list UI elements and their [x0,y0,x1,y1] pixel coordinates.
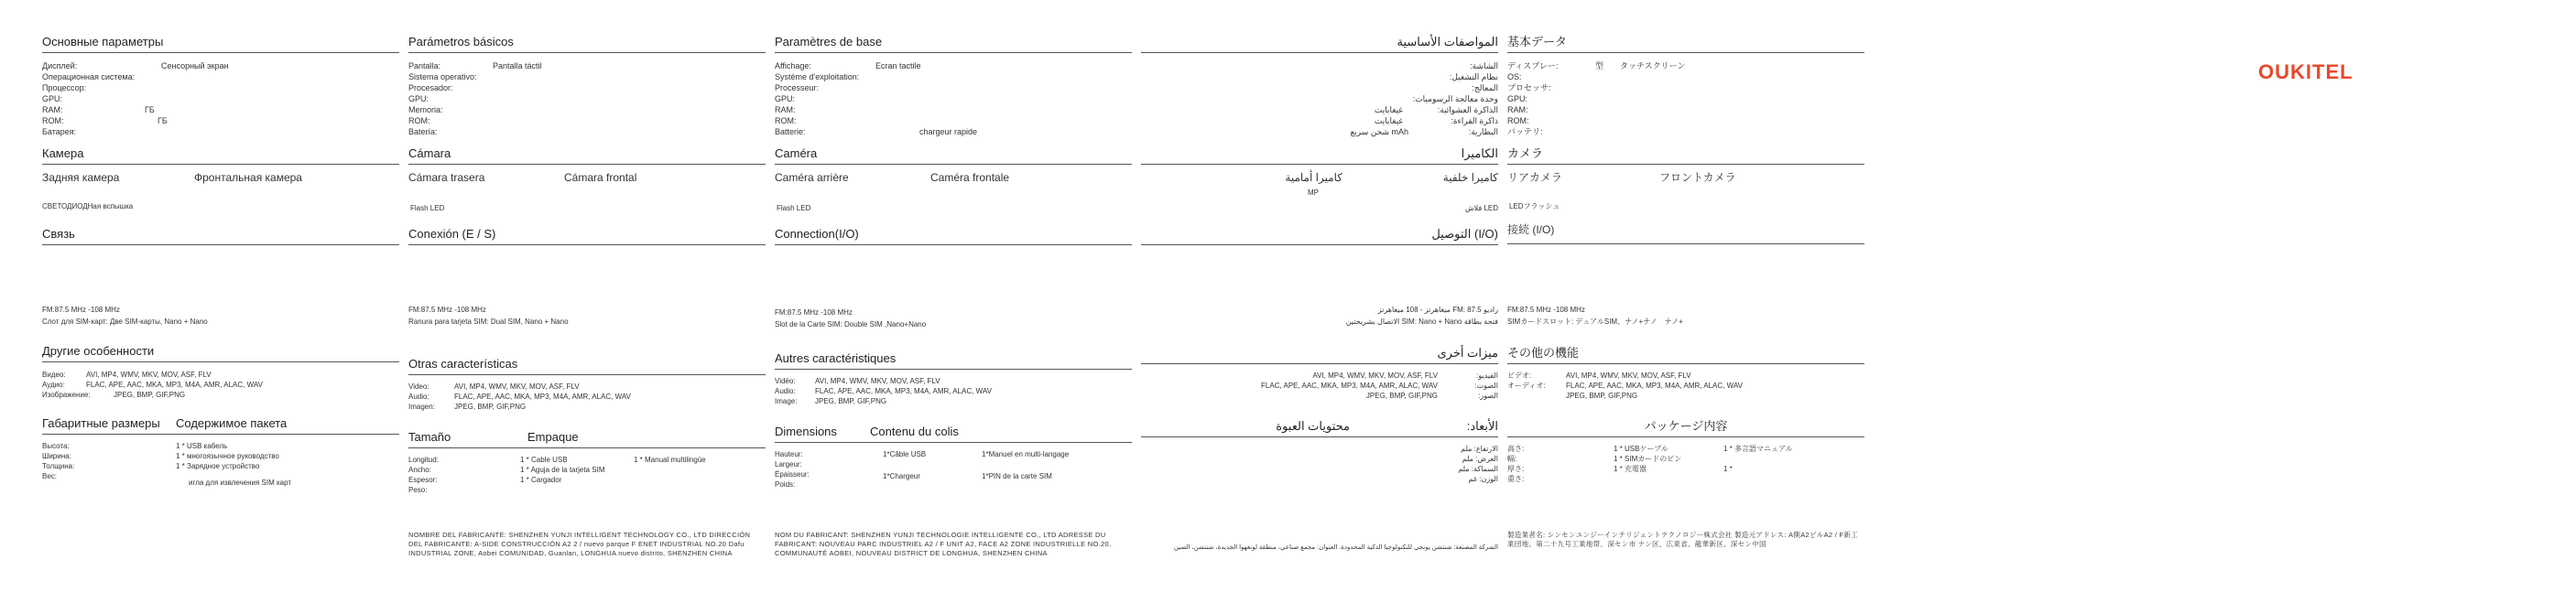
audio-label: Аудио: [42,381,65,389]
spec-label: RAM: [775,105,796,114]
spec-label: GPU: [1507,94,1528,103]
image-label: Image: [775,397,798,405]
sim-slot: Ranura para tarjeta SIM: Dual SIM, Nano + Nano [408,318,569,326]
section-title-basic: Parámetros básicos [408,35,766,53]
column-japanese [1507,31,1864,589]
spec-label: ROM: [775,116,797,125]
front-camera-label: كاميرا أمامية [1285,171,1342,184]
spec-label: المعالج: [1472,83,1498,92]
section-title-dims-package [42,416,399,435]
spec-label: Système d'exploitation: [775,72,860,81]
section-title-connection: 接続 (I/O) [1507,223,1555,236]
section-title-other: ميزات أخرى [1141,346,1498,364]
sim-slot: SIMカードスロット: デュアルSIM、ナノ+ナノ ナノ+ [1507,318,1683,326]
video-formats: AVI, MP4, WMV, MKV, MOV, ASF, FLV [1312,371,1438,380]
spec-label: Affichage: [775,61,811,70]
spec-value: chargeur rapide [919,127,978,136]
dim-row: Largeur: [775,460,802,468]
spec-label: Дисплей: [42,61,78,70]
spec-label: バッテリ: [1507,127,1543,136]
spec-label: Batterie: [775,127,806,136]
spec-label: RAM: [42,105,63,114]
section-title-camera: カメラ [1507,146,1864,165]
section-title-dims-package [408,430,766,448]
manufacturer-footer: الشركة المصنعة: شنتشن يونجي للتكنولوجيا الذكية المحدودة. العنوان: مجمع صناعي، منطقة لونغهوا الجديدة، شنتشن، الصين [1173,544,1498,551]
package-item: 1*Câble USB [883,450,927,458]
flash-label: Flash LED [777,204,811,212]
manufacturer-footer: NOM DU FABRICANT: SHENZHEN YUNJI TECHNOLOGIE INTELLIGENTE CO., LTD ADRESSE DU FABRICANT: NOUVEAU PARC INDUSTRIEL A2 / F UNIT A2, FACE A2 ZONE INDUSTRIELLE NO.20, COMMUNAUTÉ AOBEI, NOUVEAU DISTRICT DE LONGHUA, SHENZHEN CHINA [775,531,1112,557]
section-title-dims-package [775,425,1132,443]
image-label: Изображение: [42,391,91,399]
spec-value: Pantalla táctil [493,61,542,70]
audio-formats: FLAC, APE, AAC, MKA, MP3, M4A, AMR, ALAC, WAV [1566,382,1743,390]
video-label: Video: [408,382,429,391]
column-french [775,31,1132,589]
section-title-connection: (I/O) التوصيل [1141,227,1498,245]
dim-row: 幅: [1507,455,1517,463]
spec-label: ディスプレー: [1507,61,1559,70]
spec-label: ROM: [408,116,430,125]
manufacturer-footer: 製造業者名: シンセンユンジーインテリジェントテクノロジー株式会社 製造元アドレス: A側A2ビルA2 / F新工業団地、第二十九号工業地帯、深セン市 ナン区、広東省、龍華新区、深セン中国 [1507,531,1858,548]
spec-value: ГБ [158,116,168,125]
spec-label: Sistema operativo: [408,72,477,81]
spec-label: البطارية: [1468,127,1498,136]
front-camera-label: フロントカメラ [1659,171,1736,184]
dim-row: Poids: [775,480,796,489]
spec-label: Операционная система: [42,72,136,81]
video-formats: AVI, MP4, WMV, MKV, MOV, ASF, FLV [815,377,940,385]
section-title-connection: Connection(I/O) [775,227,1132,245]
video-formats: AVI, MP4, WMV, MKV, MOV, ASF, FLV [454,382,580,391]
section-title-basic: 基本データ [1507,35,1864,53]
dim-row: Espesor: [408,476,438,484]
rear-camera-label: リアカメラ [1507,171,1562,184]
image-formats: JPEG, BMP, GIF,PNG [815,397,887,405]
dim-row: العرض: ملم [1462,455,1498,463]
video-label: Видео: [42,371,66,379]
spec-label: プロセッサ: [1507,83,1551,92]
package-item: 1 * USB кабель [176,442,228,450]
fm-radio: FM:87.5 MHz -108 MHz [775,308,853,317]
dim-row: Ancho: [408,466,431,474]
audio-label: Audio: [408,393,429,401]
section-title-other: Другие особенности [42,344,399,362]
column-arabic [1141,31,1498,589]
spec-label: ROM: [42,116,64,125]
dims-title: Габаритные размеры [42,416,160,430]
rear-camera-label: Caméra arrière [775,171,849,184]
dim-row: 厚さ: [1507,465,1525,473]
spec-label: ذاكرة القراءة: [1451,116,1498,125]
front-camera-label: Cámara frontal [564,171,637,184]
spec-label: Procesador: [408,83,453,92]
image-formats: JPEG, BMP, GIF,PNG [454,403,527,411]
audio-label: Audio: [775,387,796,395]
package-title: Empaque [527,430,579,444]
package-item: 1 * 充電器 [1614,465,1647,473]
brand-logo: OUKITEL [2258,60,2353,83]
audio-label: オーディオ: [1507,382,1546,390]
section-title-camera: Cámara [408,146,766,165]
dim-row: Высота: [42,442,70,450]
spec-label: Pantalla: [408,61,441,70]
dim-row: Peso: [408,486,428,494]
spec-label: GPU: [42,94,63,103]
section-title-dims-package [1141,419,1498,437]
section-title-camera: Caméra [775,146,1132,165]
rear-camera-label: كاميرا خلفية [1442,171,1498,184]
package-item: 1 * Cargador [520,476,562,484]
fm-radio: FM:87.5 MHz -108 MHz [408,306,486,314]
package-item: 1 * [1723,465,1733,473]
dim-row: Ширина: [42,452,71,460]
front-camera-label: Фронтальная камера [194,171,302,184]
dim-row: الارتفاع: ملم [1461,445,1498,453]
sim-slot: فتحة بطاقة SIM: Nano + Nano الاتصال بشريحتين [1345,318,1498,326]
spec-label: نظام التشغيل: [1449,72,1498,81]
spec-label: وحدة معالجة الرسوميات: [1412,94,1498,103]
dim-row: 重さ: [1507,475,1525,483]
package-item: 1 * SIMカードのピン [1614,455,1682,463]
dim-row: السماكة: ملم [1458,465,1498,473]
image-formats: JPEG, BMP, GIF,PNG [1365,392,1438,400]
audio-formats: FLAC, APE, AAC, MKA, MP3, M4A, AMR, ALAC, WAV [86,381,263,389]
divider [1507,243,1864,244]
section-title-basic: Paramètres de base [775,35,1132,53]
image-label: الصور: [1478,392,1498,400]
column-russian [42,31,399,589]
package-item: 1 * USBケーブル [1614,445,1668,453]
dim-row: Толщина: [42,462,75,470]
spec-value: غيغابايت [1374,105,1403,114]
section-title-basic: المواصفات الأساسية [1141,35,1498,53]
video-formats: AVI, MP4, WMV, MKV, MOV, ASF, FLV [86,371,212,379]
dims-title: الأبعاد: [1466,419,1498,433]
package-item: 1 * Manual multilingüe [634,456,706,464]
spec-value: Сенсорный экран [161,61,229,70]
sim-slot: Слот для SIM-карт: Две SIM-карты, Nano + Nano [42,318,208,326]
spec-label: ROM: [1507,116,1529,125]
package-item: игла для извлечения SIM карт [189,479,292,487]
flash-label: LED فلاش [1464,204,1498,212]
audio-label: الصوت: [1474,382,1498,390]
fm-radio: FM:87.5 MHz -108 MHz [1507,306,1585,314]
spec-label: Батарея: [42,127,77,136]
column-spanish [408,31,766,589]
section-title-connection: Conexión (E / S) [408,227,766,245]
spec-label: GPU: [775,94,796,103]
dim-row: Longitud: [408,456,439,464]
package-item: 1 * Cable USB [520,456,568,464]
spec-value: غيغابايت [1374,116,1403,125]
dim-row: الوزن: غم [1468,475,1498,483]
spec-label: الذاكرة العشوائية: [1437,105,1498,114]
package-item: 1 * многоязычное руководство [176,452,279,460]
image-label: Imagen: [408,403,435,411]
section-title-connection: Связь [42,227,399,245]
package-title: محتويات العبوة [1276,419,1350,433]
rear-camera-label: Задняя камера [42,171,120,184]
image-formats: JPEG, BMP, GIF,PNG [1566,392,1638,400]
video-label: ビデオ: [1507,371,1532,380]
rear-camera-label: Cámara trasera [408,171,485,184]
section-title-camera: Камера [42,146,399,165]
spec-label: الشاشة: [1470,61,1498,70]
dim-row: Épaisseur: [775,470,810,479]
spec-label: GPU: [408,94,429,103]
dims-title: Tamaño [408,430,451,444]
dim-row: 高さ: [1507,445,1525,453]
video-formats: AVI, MP4, WMV, MKV, MOV, ASF, FLV [1566,371,1691,380]
audio-formats: FLAC, APE, AAC, MKA, MP3, M4A, AMR, ALAC, WAV [454,393,631,401]
front-camera-mp: MP [1308,188,1319,197]
section-title-other: Otras características [408,357,766,375]
flash-label: Flash LED [410,204,445,212]
audio-formats: FLAC, APE, AAC, MKA, MP3, M4A, AMR, ALAC, WAV [1261,382,1438,390]
spec-label: Memoria: [408,105,443,114]
manufacturer-footer: NOMBRE DEL FABRICANTE: SHENZHEN YUNJI INTELLIGENT TECHNOLOGY CO., LTD DIRECCIÓN DEL FABRICANTE: A-SIDE CONSTRUCCIÓN A2 2 / nuevo parque F ENET INDUSTRIAL NO.20 Dafu INDUSTRIAL ZONE, Aobei COMUNIDAD, Guanlan, LONGHUA nuevo distrito, SHENZHEN CHINA [408,531,751,557]
flash-label: СВЕТОДИОДНая вспышка [42,202,134,210]
spec-label: RAM: [1507,105,1528,114]
flash-label: LEDフラッシュ [1509,202,1560,210]
section-title-package: パッケージ内容 [1507,419,1864,437]
section-title-other: Autres caractéristiques [775,351,1132,370]
spec-label: Процессор: [42,83,87,92]
package-title: Содержимое пакета [176,416,288,430]
package-item: 1 * Aguja de la tarjeta SIM [520,466,605,474]
dims-title: Dimensions [775,425,837,438]
spec-label: OS: [1507,72,1522,81]
package-item: 1*Chargeur [883,472,920,480]
video-label: Vidéo: [775,377,796,385]
section-title-other: その他の機能 [1507,346,1864,364]
spec-label: Batería: [408,127,438,136]
fm-radio: FM:87.5 MHz -108 MHz [42,306,120,314]
video-label: الفيديو: [1476,371,1498,380]
package-item: 1*PIN de la carte SIM [982,472,1052,480]
package-item: 1 * Зарядное устройство [176,462,260,470]
spec-value: mAh شحن سريع [1350,127,1408,136]
spec-label: Processeur: [775,83,820,92]
package-item: 1*Manuel en multi-langage [982,450,1070,458]
section-title-basic: Основные параметры [42,35,399,53]
dim-row: Вес: [42,472,58,480]
sim-slot: Slot de la Carte SIM: Double SIM ,Nano+Nano [775,320,927,328]
spec-value: ГБ [145,105,155,114]
front-camera-label: Caméra frontale [930,171,1010,184]
spec-value: 型 タッチスクリーン [1595,61,1686,70]
section-title-camera: الكاميرا [1141,146,1498,165]
image-formats: JPEG, BMP, GIF,PNG [114,391,186,399]
dim-row: Hauteur: [775,450,803,458]
spec-value: Ecran tactile [875,61,921,70]
package-title: Contenu du colis [870,425,959,438]
package-item: 1 * 多言語マニュアル [1723,445,1793,453]
fm-radio: راديو FM: 87.5 ميغاهرتز - 108 ميغاهرتز [1377,306,1498,314]
audio-formats: FLAC, APE, AAC, MKA, MP3, M4A, AMR, ALAC, WAV [815,387,992,395]
